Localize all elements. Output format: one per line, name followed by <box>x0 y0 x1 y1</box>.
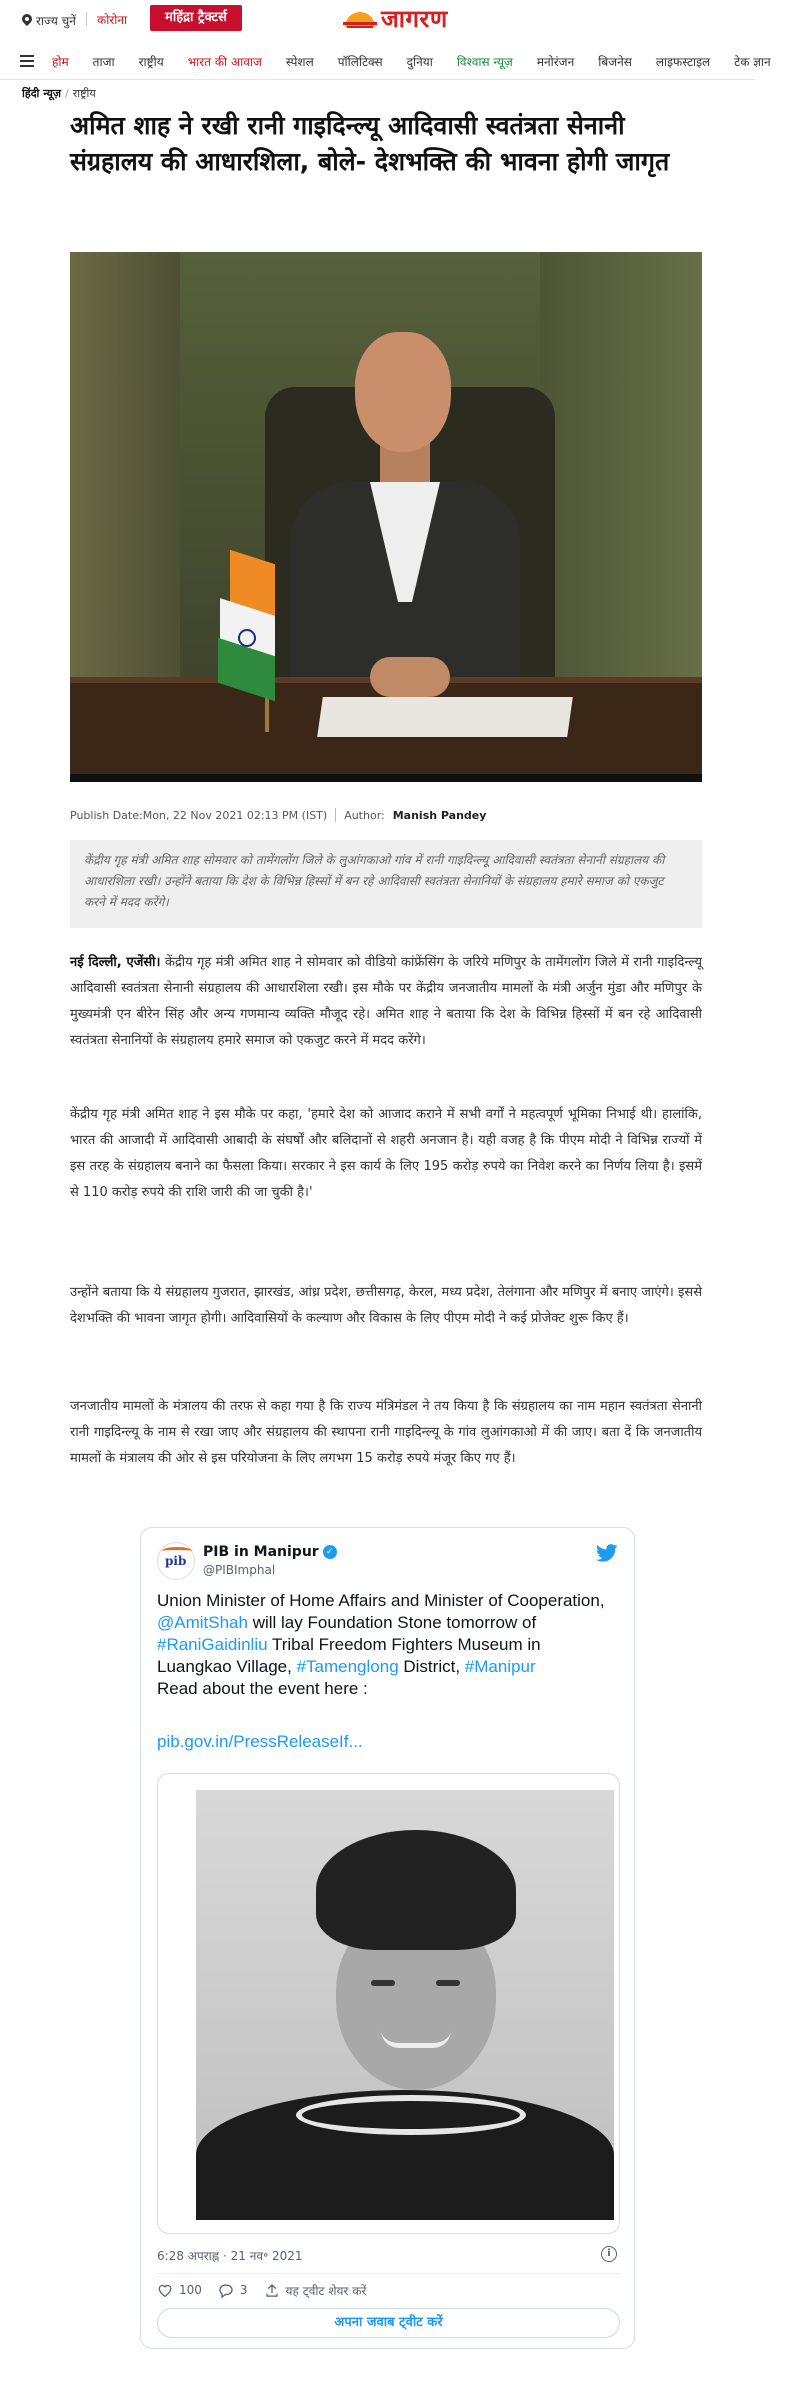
tweet-author-name[interactable]: PIB in Manipur ✓ <box>203 1544 337 1560</box>
author-prefix: Author: <box>344 808 385 822</box>
nav-items <box>52 53 795 70</box>
article-paragraph: नई दिल्ली, एजेंसी। केंद्रीय गृह मंत्री अमित शाह ने सोमवार को वीडियो कांफ्रेंसिंग के जरिये मणिपुर के तामेंगलोंग जिले में रानी गाइदिन्ल्यू आदिवासी स्वतंत्रता सेनानी संग्रहालय की आधारशिला रखी। इस मौके पर केंद्रीय जनजातीय मामलों के मंत्री अर्जुन मुंडा और मणिपुर के मुख्यमंत्री एन बीरेन सिंह और अन्य गणमान्य व्यक्ति मौजूद रहे। अमित शाह ने बताया कि देश के विभिन्न हिस्सों में बन रहे आदिवासी स्वतंत्रता सेनानियों के संग्रहालय हमारे समाज को एकजुट करने में मदद करेंगे। <box>70 955 702 1048</box>
reply-count: 3 <box>239 2283 248 2297</box>
breadcrumb-root[interactable]: हिंदी न्यूज़ <box>22 87 61 100</box>
twitter-bird-icon[interactable] <box>596 1544 618 1562</box>
tweet-hashtag[interactable]: #Manipur <box>464 1657 536 1676</box>
rani-gaidinliu-photo <box>196 1790 614 2220</box>
nav-item-entertainment[interactable]: मनोरंजन <box>536 55 575 69</box>
like-count: 100 <box>179 2283 202 2297</box>
tweet-actions <box>157 2280 366 2300</box>
location-selector[interactable] <box>22 12 76 29</box>
nav-item-lifestyle[interactable]: लाइफस्टाइल <box>655 55 711 69</box>
jagran-logo[interactable] <box>343 4 448 32</box>
reply-tweet-button[interactable]: अपना जवाब ट्वीट करें <box>157 2308 620 2338</box>
article-headline: अमित शाह ने रखी रानी गाइदिन्ल्यू आदिवासी स्वतंत्रता सेनानी संग्रहालय की आधारशिला, बोले- देशभक्ति की भावना होगी जागृत <box>70 111 670 176</box>
corona-link[interactable]: कोरोना <box>97 13 128 27</box>
divider <box>157 2273 620 2274</box>
nav-item-latest[interactable]: ताजा <box>92 55 115 69</box>
share-button[interactable] <box>264 2282 367 2299</box>
verified-badge-icon: ✓ <box>323 1545 337 1559</box>
share-label: यह ट्वीट शेयर करें <box>285 2283 367 2298</box>
info-icon[interactable]: i <box>601 2246 617 2262</box>
embedded-tweet[interactable] <box>140 1527 635 2349</box>
heart-icon <box>157 2283 173 2297</box>
comment-icon <box>218 2283 234 2298</box>
reply-count-button[interactable] <box>218 2283 248 2298</box>
location-label: राज्य चुनें <box>36 14 76 28</box>
nav-item-national[interactable]: राष्ट्रीय <box>138 55 164 69</box>
breadcrumb: हिंदी न्यूज़ / राष्ट्रीय <box>22 87 96 100</box>
top-bar <box>0 0 755 40</box>
nav-item-politics[interactable]: पॉलिटिक्स <box>337 55 383 69</box>
tweet-link[interactable]: pib.gov.in/PressReleaseIf... <box>157 1732 363 1751</box>
tweet-hashtag[interactable]: #Tamenglong <box>296 1657 399 1676</box>
share-icon <box>264 2283 280 2298</box>
tweet-mention[interactable]: @AmitShah <box>157 1613 248 1632</box>
nav-item-home[interactable]: होम <box>52 55 69 69</box>
location-pin-icon <box>22 14 32 27</box>
dateline: नई दिल्ली, एजेंसी। <box>70 955 161 970</box>
nav-item-world[interactable]: दुनिया <box>406 55 433 69</box>
article-summary: केंद्रीय गृह मंत्री अमित शाह सोमवार को तामेंगलोंग जिले के लुआंगकाओ गांव में रानी गाइदिन्ल्यू आदिवासी स्वतंत्रता सेनानी संग्रहालय की आधारशिला रखी। उन्होंने बताया कि देश के विभिन्न हिस्सों में बन रहे आदिवासी स्वतंत्रता सेनानियों के संग्रहालय हमारे समाज को एकजुट करने में मदद करेंगे। <box>70 840 702 928</box>
sponsor-badge[interactable]: महिंद्रा ट्रैक्टर्स <box>150 5 242 31</box>
logo-text: जागरण <box>381 4 448 33</box>
breadcrumb-section[interactable]: राष्ट्रीय <box>72 87 96 100</box>
nav-item-tech[interactable]: टेक ज्ञान <box>734 55 771 69</box>
article-paragraph: उन्होंने बताया कि ये संग्रहालय गुजरात, झारखंड, आंध्र प्रदेश, छत्तीसगढ़, केरल, मध्य प्रदेश, तेलंगाना और मणिपुर में बनाए जाएंगे। इससे देशभक्ति की भावना जागृत होगी। आदिवासियों के कल्याण और विकास के लिए पीएम मोदी ने कई प्रोजेक्ट शुरू किए हैं। <box>70 1285 702 1326</box>
tweet-hashtag[interactable]: #RaniGaidinliu <box>157 1635 268 1654</box>
tweet-text: Union Minister of Home Affairs and Minister of Cooperation, @AmitShah will lay Foundation Stone tomorrow of #RaniGaidinliu Tribal Freedom Fighters Museum in Luangkao Village, #Tamenglong District, #Manipur Read about the event here : <box>157 1591 605 1698</box>
publish-date: Publish Date:Mon, 22 Nov 2021 02:13 PM (IST) <box>70 808 328 822</box>
nav-item-bharat-ki-awaaz[interactable]: भारत की आवाज <box>187 55 262 69</box>
article-meta <box>70 808 486 822</box>
tweet-avatar[interactable]: pib <box>157 1542 195 1580</box>
main-nav <box>0 44 771 80</box>
like-button[interactable] <box>157 2283 202 2297</box>
tweet-handle[interactable]: @PIBImphal <box>203 1563 276 1577</box>
nav-item-vishvas-news[interactable]: विश्वास न्यूज़ <box>456 55 513 69</box>
author-name[interactable]: Manish Pandey <box>392 808 487 822</box>
tweet-timestamp[interactable]: 6:28 अपराह्न · 21 नव॰ 2021 <box>157 2249 303 2263</box>
article-paragraph: केंद्रीय गृह मंत्री अमित शाह ने इस मौके पर कहा, 'हमारे देश को आजाद कराने में सभी वर्गों ने महत्वपूर्ण भूमिका निभाई थी। हालांकि, भारत की आजादी में आदिवासी आबादी के संघर्षों और बलिदानों से शहरी अनजान है। यही वजह है कि पीएम मोदी ने विभिन्न राज्यों में इस तरह के संग्रहालय बनाने का फैसला किया। सरकार ने इस कार्य के लिए 195 करोड़ रुपये का निवेश करने का निर्णय लिया है। इसमें से 110 करोड़ रुपये की राशि जारी की जा चुकी है।' <box>70 1107 702 1200</box>
hamburger-menu-icon[interactable] <box>20 55 34 67</box>
article-hero-image <box>70 252 702 782</box>
sun-logo-icon <box>343 8 377 28</box>
article-paragraph: जनजातीय मामलों के मंत्रालय की तरफ से कहा गया है कि राज्य मंत्रिमंडल ने तय किया है कि संग्रहालय का नाम महान स्वतंत्रता सेनानी रानी गाइदिन्ल्यू के नाम से रखा जाए और संग्रहालय की स्थापना रानी गाइदिन्ल्यू के गांव लुआंगकाओ में की जाए। बता दें कि जनजातीय मामलों के मंत्रालय की ओर से इस परियोजना के लिए लगभग 15 करोड़ रुपये मंजूर किए गए हैं। <box>70 1399 702 1466</box>
nav-item-special[interactable]: स्पेशल <box>285 55 314 69</box>
tweet-media[interactable] <box>157 1773 620 2234</box>
divider <box>86 12 87 26</box>
nav-item-business[interactable]: बिजनेस <box>598 55 632 69</box>
